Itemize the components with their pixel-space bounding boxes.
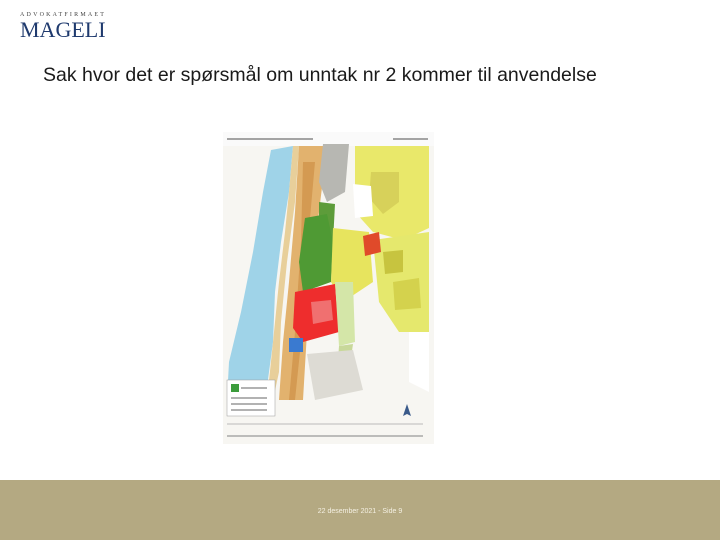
logo-name: MAGELI xyxy=(20,17,106,42)
logo-subtitle: ADVOKATFIRMAET xyxy=(20,12,107,18)
footer-text: 22 desember 2021 - Side 9 xyxy=(317,508,403,515)
company-logo xyxy=(20,12,110,41)
slide-title: Sak hvor det er spørsmål om unntak nr 2 kommer til anvendelse xyxy=(43,64,597,86)
footer-bar xyxy=(0,480,720,540)
zoning-map-image xyxy=(223,132,434,444)
